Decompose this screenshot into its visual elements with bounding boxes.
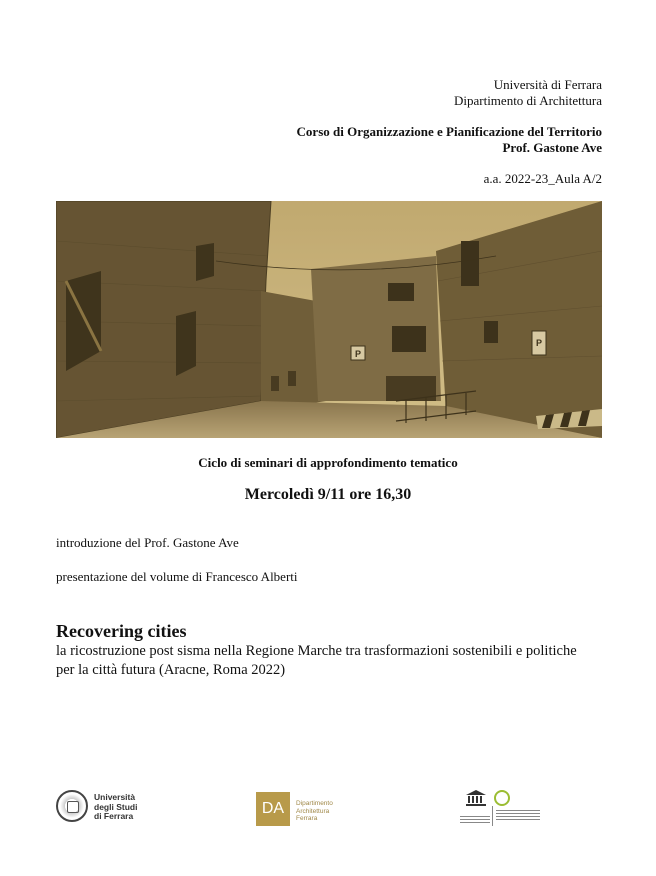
academic-year: a.a. 2022-23_Aula A/2 [483, 171, 602, 186]
parking-sign-right: P [535, 338, 543, 348]
street-photo [56, 201, 602, 438]
unesco-chair-leaf-icon [494, 790, 510, 806]
unesco-chair-logo [458, 788, 548, 828]
book-subtitle: la ricostruzione post sisma nella Regione Marche tra trasformazioni sostenibili e politiche per la città futura (Aracne, Roma 2022) [56, 643, 577, 678]
da-logo [256, 792, 356, 826]
university-name: Università di Ferrara [493, 77, 602, 92]
street-photo-illustration [56, 201, 602, 438]
introduction-line: introduzione del Prof. Gastone Ave [56, 535, 239, 550]
unesco-chair-caption-lines [496, 810, 540, 822]
da-line-1: Dipartimento [296, 800, 333, 807]
unesco-separator [492, 806, 493, 826]
unife-line-2: degli Studi [94, 801, 138, 812]
unife-seal-icon [56, 790, 88, 822]
unife-logo-text [94, 793, 137, 822]
department-name: Dipartimento di Architettura [453, 93, 602, 108]
da-mark: DA [256, 792, 290, 826]
unife-line-1: Università [94, 792, 136, 802]
presentation-line: presentazione del volume di Francesco Alberti [56, 569, 298, 584]
da-logo-text [296, 800, 333, 823]
unesco-temple-icon [466, 790, 486, 806]
professor-name: Prof. Gastone Ave [502, 140, 602, 155]
institution-block [454, 77, 602, 109]
course-block [297, 124, 602, 156]
da-line-2: Architettura [296, 807, 330, 815]
event-datetime: Mercoledì 9/11 ore 16,30 [244, 486, 412, 503]
unife-logo [56, 790, 156, 826]
parking-sign-center: P [354, 349, 362, 359]
seminar-series: Ciclo di seminari di approfondimento tematico [198, 455, 458, 470]
unife-line-3: di Ferrara [94, 811, 134, 821]
unesco-caption-lines [460, 816, 490, 825]
da-line-3: Ferrara [296, 815, 318, 822]
book-title: Recovering cities [56, 621, 187, 641]
course-name: Corso di Organizzazione e Pianificazione del Territorio [296, 124, 602, 139]
